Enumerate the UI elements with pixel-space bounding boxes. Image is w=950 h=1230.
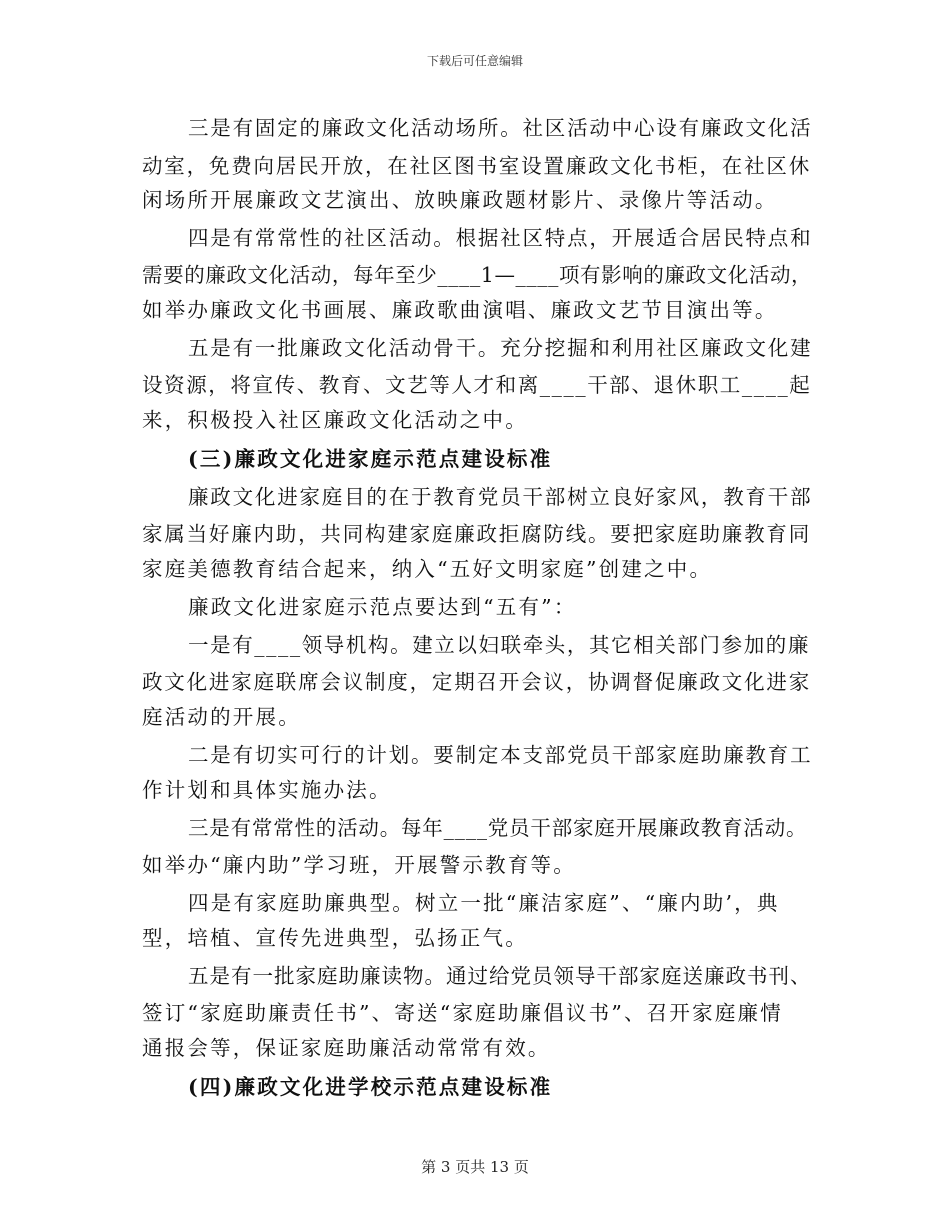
paragraph-line: 一是有____领导机构。建立以妇联牵头，其它相关部门参加的廉 [188,633,810,657]
paragraph-line: 通报会等，保证家庭助廉活动常常有效。 [142,1036,551,1060]
paragraph-line: 家属当好廉内助，共同构建家庭廉政拒腐防线。要把家庭助廉教育同 [142,522,811,546]
paragraph-line: 签订“家庭助廉责任书”、寄送“家庭助廉倡议书”、召开家庭廉情 [142,1001,783,1025]
paragraph-line: 五是有一批廉政文化活动骨干。充分挖掘和利用社区廉政文化建 [188,336,813,360]
paragraph-line: 如举办廉政文化书画展、廉政歌曲演唱、廉政文艺节目演出等。 [142,298,778,322]
page-header: 下载后可任意编辑 [426,54,523,68]
paragraph-line: 五是有一批家庭助廉读物。通过给党员领导干部家庭送廉政书刊、 [188,964,812,988]
paragraph-line: 四是有家庭助廉典型。树立一批“廉洁家庭”、“廉内助’，典 [188,891,780,915]
section-heading: (三)廉政文化进家庭示范点建设标准 [188,447,553,471]
paragraph-line: 四是有常常性的社区活动。根据社区特点，开展适合居民特点和 [188,226,813,250]
paragraph-line: 廉政文化进家庭目的在于教育党员干部树立良好家风，教育干部 [188,485,813,509]
paragraph-line: 作计划和具体实施办法。 [142,778,392,802]
paragraph-line: 来，积极投入社区廉政文化活动之中。 [142,408,528,432]
paragraph-line: 家庭美德教育结合起来，纳入“五好文明家庭”创建之中。 [142,557,713,581]
paragraph-line: 型，培植、宣传先进典型，弘扬正气。 [142,926,528,950]
paragraph-line: 廉政文化进家庭示范点要达到“五有”： [188,595,577,619]
paragraph-line: 二是有切实可行的计划。要制定本支部党员干部家庭助廉教育工 [188,743,813,767]
page-footer: 第 3 页共 13 页 [421,1158,529,1176]
section-heading: (四)廉政文化进学校示范点建设标准 [188,1075,553,1099]
paragraph-line: 设资源，将宣传、教育、文艺等人才和离____干部、退休职工____起 [142,373,812,397]
paragraph-line: 闲场所开展廉政文艺演出、放映廉政题材影片、录像片等活动。 [142,188,778,212]
paragraph-line: 三是有常常性的活动。每年____党员干部家庭开展廉政教育活动。 [188,816,808,840]
paragraph-line: 庭活动的开展。 [142,705,301,729]
paragraph-line: 如举办“廉内助”学习班，开展警示教育等。 [142,853,576,877]
paragraph-line: 三是有固定的廉政文化活动场所。社区活动中心设有廉政文化活 [188,116,813,140]
paragraph-line: 需要的廉政文化活动，每年至少____1—____项有影响的廉政文化活动， [142,263,813,287]
paragraph-line: 政文化进家庭联席会议制度，定期召开会议，协调督促廉政文化进家 [142,670,811,694]
paragraph-line: 动室，免费向居民开放，在社区图书室设置廉政文化书柜，在社区休 [142,154,811,178]
